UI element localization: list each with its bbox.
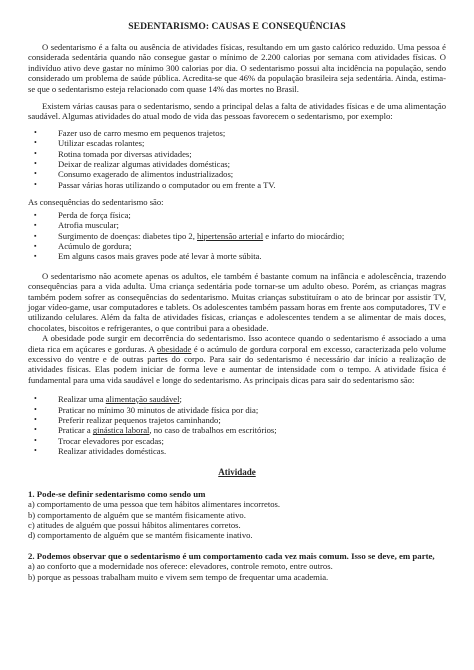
ginastica-laboral-link[interactable]: ginástica laboral	[92, 425, 150, 436]
list-item: • Realizar atividades domésticas.	[34, 446, 167, 457]
obesidade-link[interactable]: obesidade	[156, 343, 192, 354]
bullet-icon: •	[34, 169, 37, 179]
bullet-icon: •	[34, 404, 37, 414]
option-a[interactable]: a) ao conforto que a modernidade nos oferece: elevadores, controle remoto, entre outros.	[28, 561, 333, 572]
obesity-paragraph: A obesidade pode surgir em decorrência do sedentarismo. Isso acontece quando o sedentarismo é associado a uma dieta rica em açúcares e gorduras. A obesidade é o acúmulo de gordura corporal em excesso, caracterizada pelo volume excessivo do ventre e de outras partes do corpo. Para sair do sedentarismo é necessário dar início a realização de atividades físicas. Elas podem iniciar de forma leve e aumentar de intensidade com o tempo. A atividade física é fundamental para uma vida saudável e longe do sedentarismo. As principais dicas para sair do sedentarismo são:	[28, 333, 447, 385]
list-item: • Consumo exagerado de alimentos industrializados;	[34, 169, 234, 180]
hipertensao-link[interactable]: hipertensão arterial	[197, 230, 264, 241]
bullet-icon: •	[34, 159, 37, 169]
square-bullet-icon: ▪	[34, 252, 37, 261]
bullet-icon: •	[34, 148, 37, 158]
question-text: 1. Pode-se definir sedentarismo como sendo um	[28, 488, 206, 499]
intro-paragraph: O sedentarismo é a falta ou ausência de atividades físicas, resultando em um gasto calórico reduzido. Uma pessoa é considerada sedentária quando não consegue gastar o mínimo de 2.200 calorias por semana com atividades físicas. O indivíduo ativo deve gastar no mínimo 300 calorias por dia. O sedentarismo possui alta incidência na população, sendo considerado um problema de saúde pública. Acredita-se que 46% da população brasileira seja sedentária. Ainda, estima-se que o sedentarismo esteja relacionado com quase 14% das mortes no Brasil.	[28, 42, 446, 94]
list-item: ▪ Acúmulo de gordura;	[34, 240, 132, 251]
option-c[interactable]: c) atitudes de alguém que possui hábitos alimentares corretos.	[28, 520, 241, 531]
option-b[interactable]: b) comportamento de alguém que se mantém fisicamente ativo.	[28, 509, 246, 520]
list-item: • Utilizar escadas rolantes;	[34, 138, 145, 149]
section-title-atividade: Atividade	[218, 466, 256, 477]
bullet-icon: •	[34, 127, 37, 137]
bullet-icon: •	[34, 446, 37, 456]
bullet-icon: •	[34, 425, 37, 435]
alimentacao-saudavel-link[interactable]: alimentação saudável	[105, 394, 180, 405]
option-b[interactable]: b) porque as pessoas trabalham muito e vivem sem tempo de frequentar uma academia.	[28, 571, 329, 582]
square-bullet-icon: ▪	[34, 231, 37, 240]
bullet-icon: •	[34, 394, 37, 404]
question-text: 2. Podemos observar que o sedentarismo é um comportamento cada vez mais comum. Isso se deve, em parte,	[28, 550, 435, 561]
list-item: ▪ Atrofia muscular;	[34, 220, 119, 231]
list-item: • Preferir realizar pequenos trajetos caminhando;	[34, 415, 221, 425]
document-title: SEDENTARISMO: CAUSAS E CONSEQUÊNCIAS	[128, 22, 346, 32]
bullet-icon: •	[34, 435, 37, 445]
list-item: ▪ Perda de força física;	[34, 209, 131, 220]
square-bullet-icon: ▪	[34, 221, 37, 230]
list-item: • Rotina tomada por diversas atividades;	[34, 148, 192, 159]
consequences-list	[28, 210, 446, 262]
list-item: • Realizar uma alimentação saudável;	[34, 394, 182, 405]
list-item: • Passar várias horas utilizando o computador ou em frente a TV.	[34, 179, 276, 190]
bullet-icon: •	[34, 415, 37, 424]
list-item: ▪ Em alguns casos mais graves pode até levar à morte súbita.	[34, 251, 262, 262]
causes-list	[28, 128, 446, 190]
bullet-icon: •	[34, 179, 37, 189]
question-2	[28, 551, 446, 582]
children-paragraph: O sedentarismo não acomete apenas os adultos, ele também é bastante comum na infância e adolescência, trazendo consequências para a vida adulta. Uma criança sedentária pode tornar-se um adulto obeso. Porém, as crianças magras também podem sofrer as consequências do sedentarismo. Muitas crianças substituíram o ato de brincar por assistir TV, jogar vídeo-game, usar computadores e tablets. Os adolescentes também passam horas em frente aos computadores, TV e utilizando celulares. Além da falta de atividades físicas, crianças e adolescentes tendem a se alimentar de mais doces, chocolates, biscoitos e refrigerantes, o que contribui para a obesidade.	[28, 270, 446, 333]
option-d[interactable]: d) comportamento de alguém que se mantém fisicamente inativo.	[28, 530, 253, 541]
consequences-intro: As consequências do sedentarismo são:	[28, 197, 164, 208]
option-a[interactable]: a) comportamento de uma pessoa que tem hábitos alimentares incorretos.	[28, 499, 281, 510]
causes-paragraph: Existem várias causas para o sedentarismo, sendo a principal delas a falta de atividades físicas e de uma alimentação saudável. Algumas atividades do atual modo de vida das pessoas favorecem o sedentarismo, por exemplo:	[28, 101, 446, 122]
bullet-icon: •	[34, 138, 37, 148]
list-item: • Praticar a ginástica laboral, no caso de trabalhos em escritórios;	[34, 425, 277, 436]
list-item: • Deixar de realizar algumas atividades domésticas;	[34, 159, 231, 170]
square-bullet-icon: ▪	[34, 210, 37, 219]
list-item: • Trocar elevadores por escadas;	[34, 435, 164, 446]
list-item: ▪ Surgimento de doenças: diabetes tipo 2, hipertensão arterial e infarto do miocárdio;	[34, 230, 345, 241]
list-item: • Praticar no mínimo 30 minutos de atividade física por dia;	[34, 404, 259, 415]
question-1	[28, 489, 446, 541]
square-bullet-icon: ▪	[34, 241, 37, 250]
tips-list	[28, 394, 446, 456]
list-item: • Fazer uso de carro mesmo em pequenos trajetos;	[34, 127, 226, 138]
